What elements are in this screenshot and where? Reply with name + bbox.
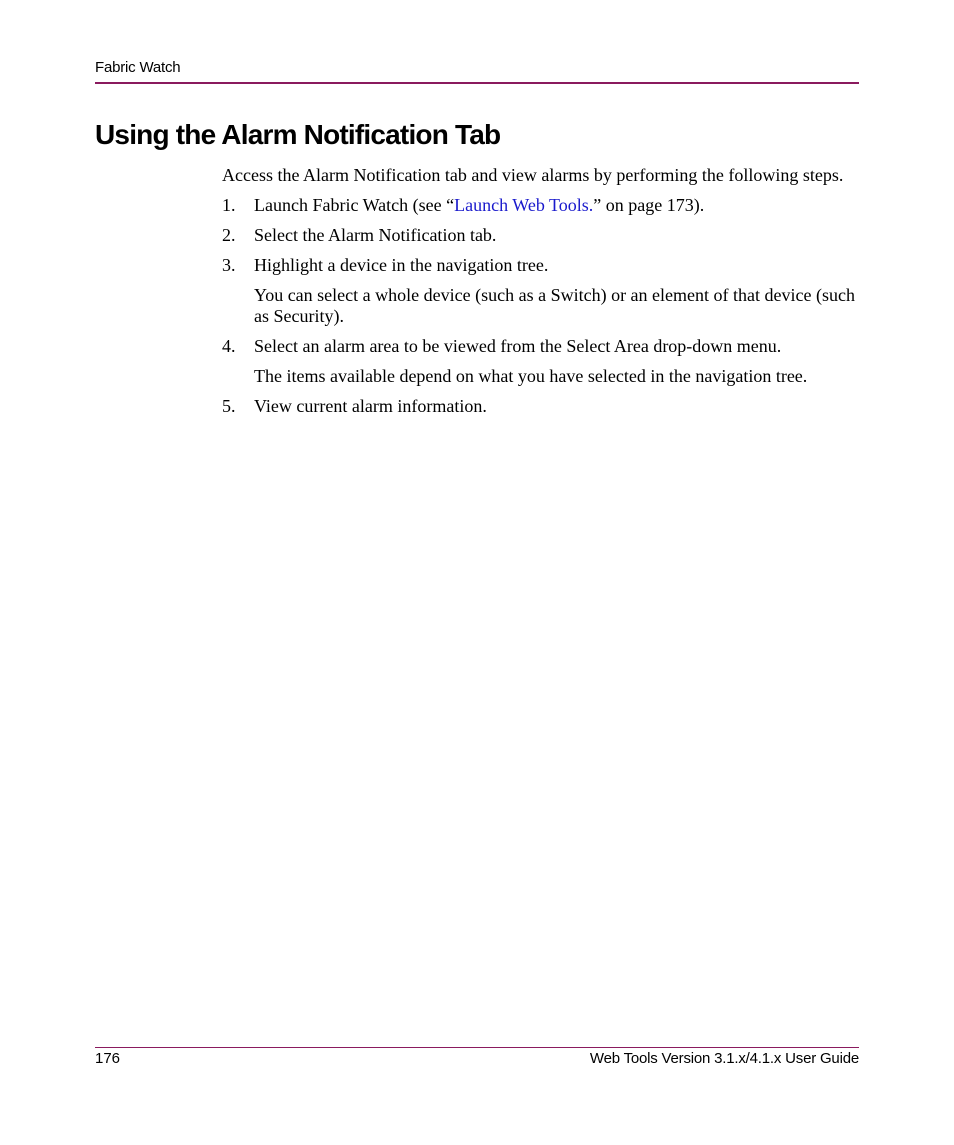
step-4-note: The items available depend on what you have selected in the navigation tree. <box>254 366 808 386</box>
step-3 <box>222 255 862 276</box>
guide-title: Web Tools Version 3.1.x/4.1.x User Guide <box>589 1050 859 1067</box>
page-number: 176 <box>95 1050 121 1067</box>
running-header: Fabric Watch <box>95 59 181 76</box>
header-rule <box>95 82 859 84</box>
step-3-note: You can select a whole device (such as a Switch) or an element of that device (such as Security). <box>254 285 855 326</box>
step-text: Highlight a device in the navigation tree. <box>254 255 549 275</box>
section-body <box>222 165 862 426</box>
step-number: 5. <box>222 396 236 416</box>
step-4 <box>222 336 862 357</box>
step-text: ” on page 173). <box>593 195 705 215</box>
section-title: Using the Alarm Notification Tab <box>95 119 501 150</box>
steps-list <box>222 195 862 417</box>
step-number: 1. <box>222 195 236 215</box>
intro-paragraph: Access the Alarm Notification tab and view alarms by performing the following steps. <box>222 165 844 185</box>
step-text: Select the Alarm Notification tab. <box>254 225 497 245</box>
step-number: 3. <box>222 255 236 275</box>
step-5 <box>222 396 862 417</box>
step-number: 4. <box>222 336 236 356</box>
step-2 <box>222 225 862 246</box>
step-text: Launch Fabric Watch (see “ <box>254 195 455 215</box>
step-text: View current alarm information. <box>254 396 487 416</box>
footer-rule <box>95 1047 859 1048</box>
step-1 <box>222 195 862 216</box>
step-text: Select an alarm area to be viewed from the Select Area drop-down menu. <box>254 336 782 356</box>
step-number: 2. <box>222 225 236 245</box>
launch-web-tools-link[interactable]: Launch Web Tools. <box>454 195 594 215</box>
